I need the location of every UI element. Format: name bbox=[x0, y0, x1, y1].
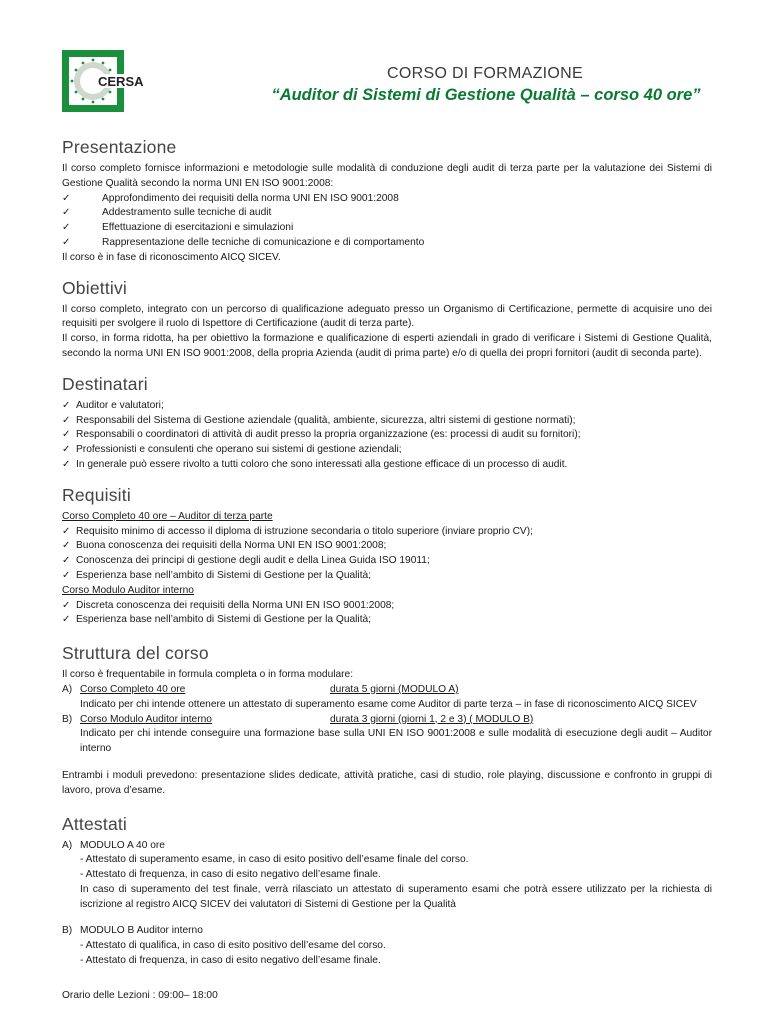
check-icon: ✓ bbox=[62, 207, 71, 219]
check-icon: ✓ bbox=[62, 399, 71, 411]
list-item: ✓ In generale può essere rivolto a tutti coloro che sono interessati alla gestione efficace di un processo di audit. bbox=[62, 458, 712, 473]
section-heading: Presentazione bbox=[62, 137, 177, 157]
section-heading: Attestati bbox=[62, 813, 128, 834]
course-subtitle: “Auditor di Sistemi di Gestione Qualità – corso 40 ore” bbox=[271, 86, 701, 104]
paragraph: Indicato per chi intende conseguire una formazione base sulla UNI EN ISO 9001:2008 e sulle modalità di esecuzione degli audit – Auditor interno bbox=[80, 728, 712, 755]
check-icon: ✓ bbox=[62, 525, 71, 537]
checklist bbox=[62, 399, 712, 473]
check-icon: ✓ bbox=[62, 444, 71, 456]
list-item: ✓ Addestramento sulle tecniche di audit bbox=[62, 206, 712, 221]
course-title: CORSO DI FORMAZIONE bbox=[387, 65, 583, 82]
list-item: ✓ Approfondimento dei requisiti della norma UNI EN ISO 9001:2008 bbox=[62, 192, 712, 207]
check-icon: ✓ bbox=[62, 192, 71, 204]
section-obiettivi bbox=[62, 277, 712, 362]
list-item: ✓ Auditor e valutatori; bbox=[62, 399, 712, 414]
paragraph: Indicato per chi intende ottenere un attestato di superamento esame come Auditor di parte terza – in fase di riconoscimento AICQ SICEV bbox=[80, 698, 697, 710]
subsection-title: Corso Completo 40 ore – Auditor di terza parte bbox=[62, 510, 273, 522]
check-icon: ✓ bbox=[62, 569, 71, 581]
paragraph: Entrambi i moduli prevedono: presentazione slides dedicate, attività pratiche, casi di studio, role playing, discussione e confronto in gruppi di lavoro, prova d’esame. bbox=[62, 769, 712, 796]
attestato-b: B) MODULO B Auditor interno - Attestato di qualifica, in caso di esito positivo dell’esame del corso. - Attestato di frequenza, in caso di esito negativo dell’esame finale. bbox=[62, 925, 386, 967]
section-heading: Requisiti bbox=[62, 484, 131, 505]
paragraph: Il corso è in fase di riconoscimento AICQ SICEV. bbox=[62, 251, 281, 263]
check-icon: ✓ bbox=[62, 429, 71, 441]
document-body bbox=[62, 136, 712, 1015]
list-item: ✓ Professionisti e consulenti che operano sui sistemi di gestione aziendali; bbox=[62, 443, 712, 458]
list-item: ✓ Esperienza base nell’ambito di Sistemi di Gestione per la Qualità; bbox=[62, 569, 712, 584]
cersa-logo bbox=[62, 50, 148, 112]
module-duration: durata 5 giorni (MODULO A) bbox=[330, 683, 459, 695]
module-name: Corso Completo 40 ore bbox=[80, 683, 186, 695]
list-item: ✓ Responsabili del Sistema di Gestione aziendale (qualità, ambiente, sicurezza, altri sistemi di gestione normati); bbox=[62, 414, 712, 429]
list-item: ✓ Esperienza base nell’ambito di Sistemi di Gestione per la Qualità; bbox=[62, 613, 712, 628]
section-requisiti bbox=[62, 484, 712, 628]
module-name: Corso Modulo Auditor interno bbox=[80, 713, 212, 725]
check-icon: ✓ bbox=[62, 414, 71, 426]
list-item: ✓ Conoscenza dei principi di gestione degli audit e della Linea Guida ISO 19011; bbox=[62, 554, 712, 569]
section-presentazione bbox=[62, 136, 712, 266]
check-icon: ✓ bbox=[62, 540, 71, 552]
checklist bbox=[62, 599, 712, 629]
list-item: ✓ Requisito minimo di accesso il diploma di istruzione secondaria o titolo superiore (inviare proprio CV); bbox=[62, 525, 712, 540]
checklist bbox=[62, 192, 712, 251]
subsection-title: Corso Modulo Auditor interno bbox=[62, 584, 194, 596]
section-attestati bbox=[62, 813, 712, 1004]
paragraph: Il corso completo fornisce informazioni e metodologie sulle modalità di conduzione degli audit di terza parte per la valutazione dei Sistemi di Gestione Qualità secondo la norma UNI EN ISO 9001:2008: bbox=[62, 163, 712, 189]
module-duration: durata 3 giorni (giorni 1, 2 e 3) ( MODULO B) bbox=[330, 713, 534, 725]
section-destinatari bbox=[62, 373, 712, 473]
section-heading: Destinatari bbox=[62, 373, 148, 394]
section-struttura bbox=[62, 642, 712, 798]
list-item: ✓ Rappresentazione delle tecniche di comunicazione e di comportamento bbox=[62, 236, 712, 251]
module-a: A) Corso Completo 40 ore durata 5 giorni (MODULO A) Indicato per chi intende ottenere un attestato di superamento esame come Auditor di parte terza – in fase di riconoscimento AICQ SICEV bbox=[62, 683, 712, 713]
list-item: ✓ Buona conoscenza dei requisiti della Norma UNI EN ISO 9001:2008; bbox=[62, 539, 712, 554]
svg-text:CERSA: CERSA bbox=[98, 74, 144, 89]
check-icon: ✓ bbox=[62, 236, 71, 248]
paragraph: Il corso è frequentabile in formula completa o in forma modulare: bbox=[62, 669, 354, 681]
module-b: B) Corso Modulo Auditor interno durata 3 giorni (giorni 1, 2 e 3) ( MODULO B) Indicato per chi intende conseguire una formazione base sulla UNI EN ISO 9001:2008 e sulle modalità di esecuzione degli audit – Auditor interno bbox=[62, 713, 712, 757]
section-heading: Struttura del corso bbox=[62, 643, 209, 664]
check-icon: ✓ bbox=[62, 222, 71, 234]
checklist bbox=[62, 525, 712, 584]
list-item: ✓ Responsabili o coordinatori di attività di audit presso la propria organizzazione (es: processi di audit su fornitori); bbox=[62, 428, 712, 443]
check-icon: ✓ bbox=[62, 555, 71, 567]
list-item: ✓ Discreta conoscenza dei requisiti della Norma UNI EN ISO 9001:2008; bbox=[62, 599, 712, 614]
section-heading: Obiettivi bbox=[62, 277, 128, 298]
lesson-hours: Orario delle Lezioni : 09:00– 18:00 bbox=[62, 989, 218, 1001]
check-icon: ✓ bbox=[62, 458, 71, 470]
check-icon: ✓ bbox=[62, 599, 71, 611]
paragraph: Il corso, in forma ridotta, ha per obiettivo la formazione e qualificazione di esperti aziendali in grado di verificare i Sistemi di Gestione Qualità, secondo la norma UNI EN ISO 9001:2008, della propria Azienda (audit di prima parte) e/o di quella dei propri fornitori (audit di seconda parte). bbox=[62, 333, 712, 359]
check-icon: ✓ bbox=[62, 614, 71, 626]
attestato-a: A) MODULO A 40 ore - Attestato di superamento esame, in caso di esito positivo dell’esame finale del corso. - Attestato di frequenza, in caso di esito negativo dell’esame finale. In caso di superamento del test finale, verrà rilasciato un attestato di superamento esami che potrà essere utilizzato per la richiesta di iscrizione al registro AICQ SICEV dei valutatori di Sistemi di Gestione per la Qualità bbox=[62, 839, 712, 910]
list-item: ✓ Effettuazione di esercitazioni e simulazioni bbox=[62, 221, 712, 236]
paragraph: Il corso completo, integrato con un percorso di qualificazione adeguato presso un Organismo di Certificazione, permette di acquisire uno dei requisiti per svolgere il ruolo di Ispettore di Certificazione (audit di terza parte). bbox=[62, 303, 712, 330]
